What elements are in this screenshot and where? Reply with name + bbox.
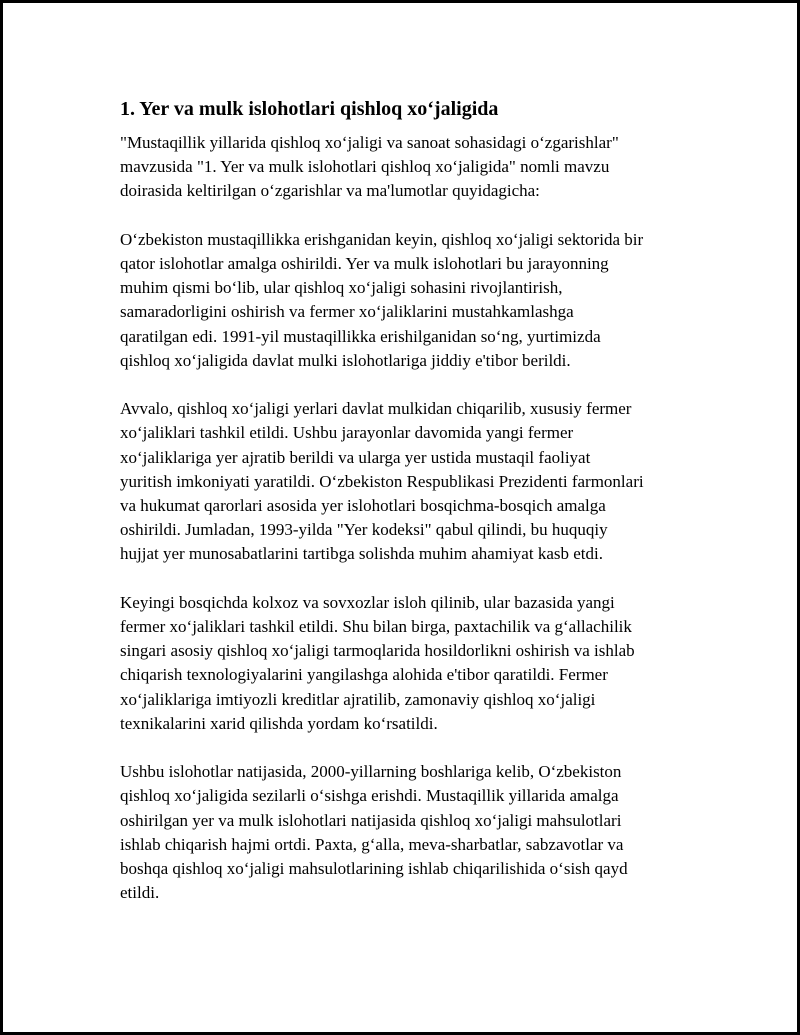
- paragraph-independence: [120, 228, 700, 373]
- document-heading: 1. Yer va mulk islohotlari qishloq xo‘jaligida: [120, 98, 499, 120]
- text-line: doirasida keltirilgan o‘zgarishlar va ma'lumotlar quyidagicha:: [120, 181, 540, 201]
- text-line: O‘zbekiston mustaqillikka erishganidan keyin, qishloq xo‘jaligi sektorida bir: [120, 229, 644, 249]
- text-line: Ushbu islohotlar natijasida, 2000-yillarning boshlariga kelib, O‘zbekiston: [120, 762, 622, 782]
- text-line: fermer xo‘jaliklari tashkil etildi. Shu bilan birga, paxtachilik va g‘allachilik: [120, 617, 632, 637]
- text-line: qator islohotlar amalga oshirildi. Yer va mulk islohotlari bu jarayonning: [120, 254, 609, 273]
- paragraph-intro: [120, 131, 700, 204]
- text-line: yuritish imkoniyati yaratildi. O‘zbekiston Respublikasi Prezidenti farmonlari: [120, 471, 644, 491]
- text-line: qishloq xo‘jaligida davlat mulki islohotlariga jiddiy e'tibor berildi.: [120, 350, 571, 370]
- text-line: boshqa qishloq xo‘jaligi mahsulotlarining ishlab chiqarilishida o‘sish qayd: [120, 859, 628, 879]
- text-line: xo‘jaliklariga yer ajratib berildi va ularga yer ustida mustaqil faoliyat: [120, 447, 591, 467]
- paragraph-kolkhoz-reform: [120, 591, 700, 736]
- text-line: qaratilgan edi. 1991-yil mustaqillikka erishilganidan so‘ng, yurtimizda: [120, 326, 601, 346]
- text-line: xo‘jaliklari tashkil etildi. Ushbu jarayonlar davomida yangi fermer: [120, 423, 574, 443]
- text-line: va hukumat qarorlari asosida yer islohotlari bosqichma-bosqich amalga: [120, 496, 606, 516]
- text-line: hujjat yer munosabatlarini tartibga solishda muhim ahamiyat kasb etdi.: [120, 544, 603, 564]
- text-line: mavzusida "1. Yer va mulk islohotlari qishloq xo‘jaligida" nomli mavzu: [120, 157, 610, 177]
- text-line: samaradorligini oshirish va fermer xo‘jaliklarini mustahkamlashga: [120, 302, 574, 322]
- text-line: chiqarish texnologiyalarini yangilashga alohida e'tibor qaratildi. Fermer: [120, 665, 608, 685]
- paragraph-private-farms: [120, 397, 700, 566]
- text-line: Avvalo, qishloq xo‘jaligi yerlari davlat mulkidan chiqarilib, xususiy fermer: [120, 399, 632, 419]
- text-line: "Mustaqillik yillarida qishloq xo‘jaligi va sanoat sohasidagi o‘zgarishlar": [120, 133, 619, 152]
- text-line: ishlab chiqarish hajmi ortdi. Paxta, g‘alla, meva-sharbatlar, sabzavotlar va: [120, 834, 624, 854]
- text-line: xo‘jaliklariga imtiyozli kreditlar ajratilib, zamonaviy qishloq xo‘jaligi: [120, 689, 596, 709]
- text-line: muhim qismi bo‘lib, ular qishloq xo‘jaligi sohasini rivojlantirish,: [120, 278, 563, 298]
- text-line: qishloq xo‘jaligida sezilarli o‘sishga erishdi. Mustaqillik yillarida amalga: [120, 786, 619, 806]
- document-body: [120, 95, 700, 930]
- text-line: oshirildi. Jumladan, 1993-yilda "Yer kodeksi" qabul qilindi, bu huquqiy: [120, 520, 608, 540]
- paragraph-results: [120, 760, 700, 905]
- text-line: oshirilgan yer va mulk islohotlari natijasida qishloq xo‘jaligi mahsulotlari: [120, 810, 622, 830]
- text-line: texnikalarini xarid qilishda yordam ko‘rsatildi.: [120, 713, 438, 733]
- text-line: etildi.: [120, 883, 160, 903]
- text-line: singari asosiy qishloq xo‘jaligi tarmoqlarida hosildorlikni oshirish va ishlab: [120, 641, 635, 661]
- text-line: Keyingi bosqichda kolxoz va sovxozlar isloh qilinib, ular bazasida yangi: [120, 592, 615, 612]
